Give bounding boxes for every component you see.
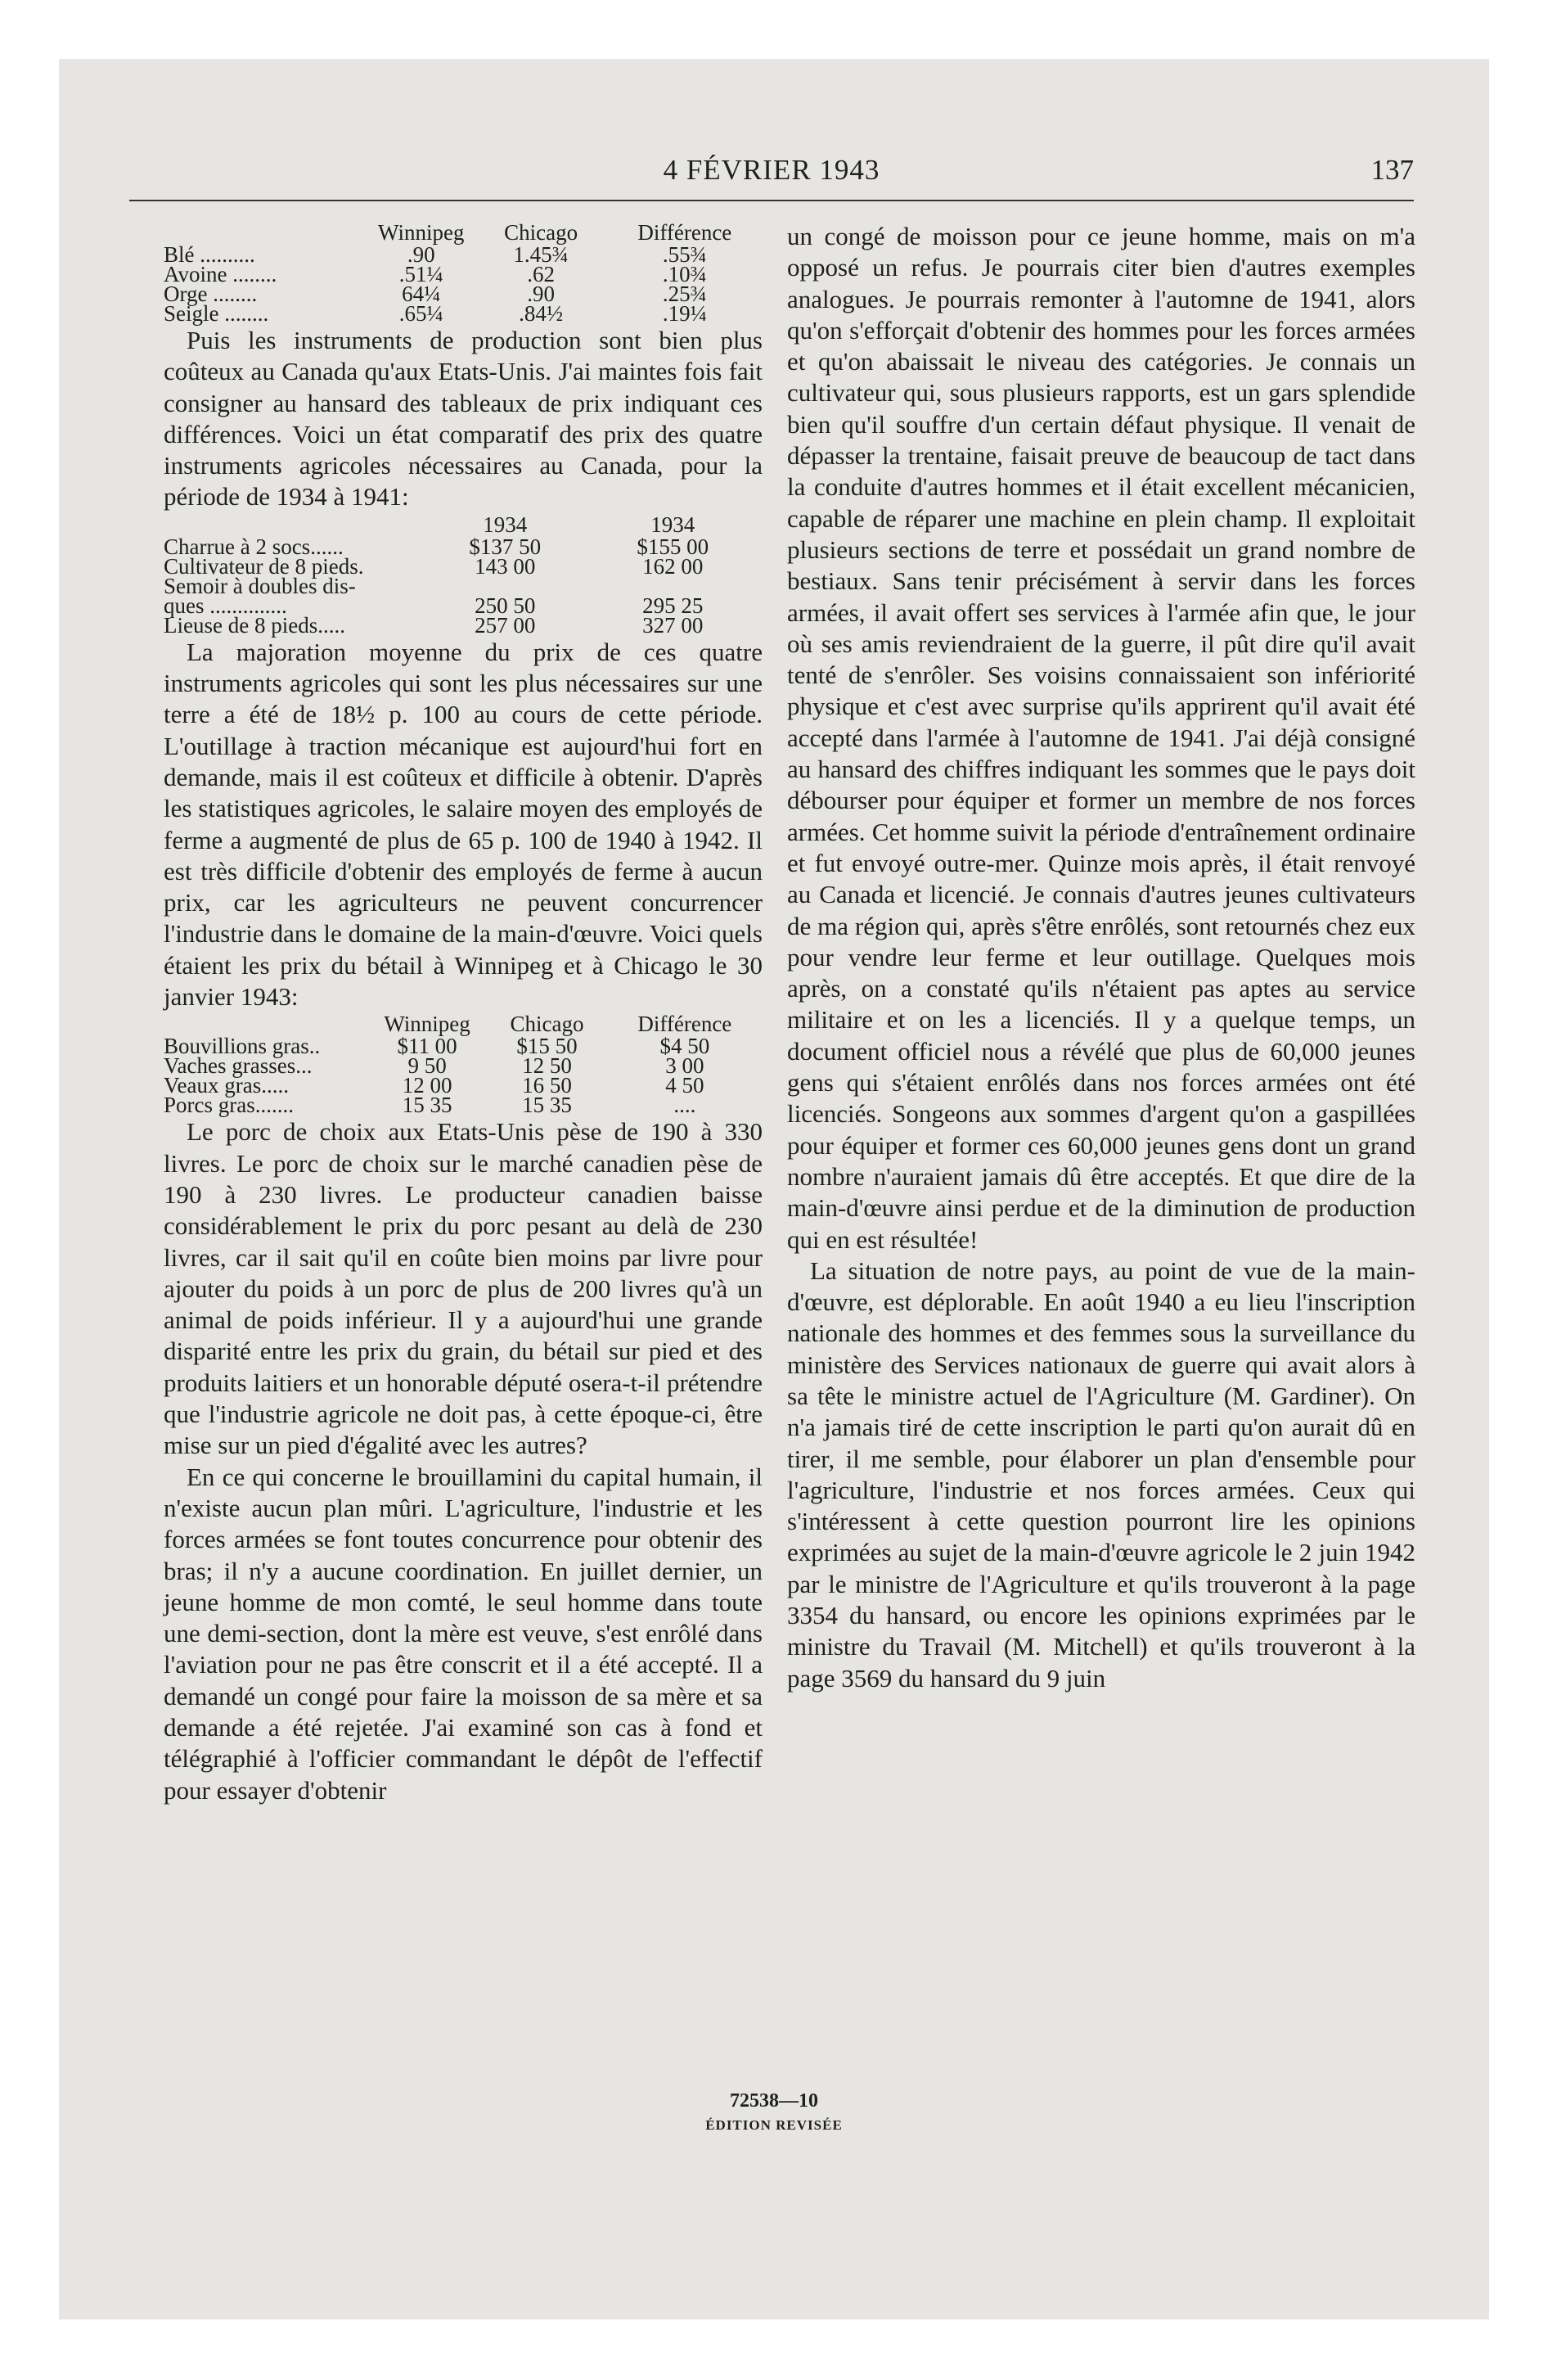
print-code: 72538—10 bbox=[730, 2090, 818, 2112]
table-cell: 64¼ bbox=[402, 282, 441, 306]
table-cell: .84½ bbox=[519, 301, 564, 326]
table-header-cell: Winnipeg bbox=[378, 220, 465, 245]
table-header-cell: 1934 bbox=[650, 512, 695, 537]
page-header bbox=[129, 154, 1414, 195]
table-cell: 162 00 bbox=[642, 553, 704, 579]
table-cell: .51¼ bbox=[398, 262, 443, 286]
livestock-price-table bbox=[164, 1012, 763, 1118]
header-rule bbox=[129, 200, 1414, 201]
table-row bbox=[164, 304, 763, 323]
table-cell: 15 35 bbox=[522, 1093, 572, 1118]
table-cell: Charrue à 2 socs...... bbox=[164, 534, 344, 559]
table-cell: $15 50 bbox=[516, 1034, 578, 1059]
table-cell: 12 00 bbox=[402, 1073, 452, 1098]
table-header-cell: Différence bbox=[637, 220, 732, 245]
table-header-row bbox=[164, 515, 763, 537]
table-cell: Bouvillions gras.. bbox=[164, 1034, 321, 1059]
table-cell: .90 bbox=[527, 282, 556, 306]
table-cell: Vaches grasses... bbox=[164, 1053, 313, 1079]
table-cell: $11 00 bbox=[397, 1034, 457, 1059]
table-cell: 250 50 bbox=[475, 593, 536, 618]
page-number: 137 bbox=[1370, 154, 1414, 186]
edition-label: ÉDITION REVISÉE bbox=[705, 2117, 843, 2133]
table-cell: 9 50 bbox=[407, 1053, 447, 1079]
table-cell: Semoir à doubles dis- bbox=[164, 573, 356, 598]
paragraph: Puis les instruments de production sont bien plus coûteux au Canada qu'aux Etats-Unis. J'ai maintes fois fait consigner au hansard des tableaux de prix indiquant ces différences. Voici un état comparatif des prix des quatre instruments agricoles nécessaires au Canada, pour la période de 1934 à 1941: bbox=[164, 326, 763, 512]
table-cell: .90 bbox=[407, 242, 435, 267]
table-cell: .... bbox=[673, 1093, 696, 1118]
table-cell: 257 00 bbox=[475, 612, 536, 638]
table-cell: .25¾ bbox=[662, 282, 707, 306]
table-cell: 1.45¾ bbox=[513, 242, 569, 267]
table-header-cell: Chicago bbox=[504, 220, 578, 245]
table-cell: 327 00 bbox=[642, 612, 704, 638]
table-cell: 15 35 bbox=[402, 1093, 452, 1118]
table-header-cell bbox=[164, 515, 427, 537]
table-row bbox=[164, 1095, 763, 1115]
table-header-cell: Différence bbox=[637, 1012, 732, 1037]
table-cell: Lieuse de 8 pieds..... bbox=[164, 612, 345, 638]
table-cell: $4 50 bbox=[659, 1034, 710, 1059]
table-cell: Porcs gras....... bbox=[164, 1093, 294, 1118]
paragraph: La majoration moyenne du prix de ces quatre instruments agricoles qui sont les plus nécessaires sur une terre a été de 18½ p. 100 au cours de cette période. L'outillage à traction mécanique est aujourd'hui fort en demande, mais il est coûteux et difficile à obtenir. D'après les statistiques agricoles, le salaire moyen des employés de ferme a augmenté de plus de 65 p. 100 de 1940 à 1942. Il est très difficile d'obtenir des employés de ferme à aucun prix, car les agriculteurs ne peuvent concurrencer l'industrie dans le domaine de la main-d'œuvre. Voici quels étaient les prix du bétail à Winnipeg et à Chicago le 30 janvier 1943: bbox=[164, 637, 763, 1012]
table-cell: .55¾ bbox=[662, 242, 707, 267]
table-header-cell bbox=[164, 1014, 367, 1036]
table-header-cell: Winnipeg bbox=[384, 1012, 470, 1037]
table-row bbox=[164, 615, 763, 635]
table-header-row bbox=[164, 223, 763, 245]
paragraph: La situation de notre pays, au point de vue de la main-d'œuvre, est déplorable. En août 1940 a eu lieu l'inscription nationale des hommes et des femmes sous la surveillance du ministère des Services nationaux de guerre qui avait alors à sa tête le ministre actuel de l'Agriculture (M. Gardiner). On n'a jamais tiré de cette inscription le parti qu'on aurait dû en tirer, il me semble, pour élaborer un plan d'ensemble pour l'agriculture, l'industrie et nos forces armées. Ceux qui s'intéressent à cette question pourront lire les opinions exprimées au sujet de la main-d'œuvre agricole le 2 juin 1942 par le ministre de l'Agriculture et qu'ils trouveront à la page 3354 du hansard, ou encore les opinions exprimées par le ministre du Travail (M. Mitchell) et qu'ils trouveront à la page 3569 du hansard du 9 juin bbox=[787, 1255, 1415, 1693]
right-column bbox=[787, 221, 1415, 1694]
table-cell: Seigle ........ bbox=[164, 301, 269, 326]
table-header-cell: Chicago bbox=[510, 1012, 584, 1037]
grain-price-table bbox=[164, 220, 763, 326]
table-cell: Veaux gras..... bbox=[164, 1073, 289, 1098]
table-cell: ques .............. bbox=[164, 593, 287, 618]
header-date: 4 FÉVRIER 1943 bbox=[663, 154, 880, 186]
paragraph: Le porc de choix aux Etats-Unis pèse de 190 à 330 livres. Le porc de choix sur le marché canadien pèse de 190 à 230 livres. Le producteur canadien baisse considérablement le prix du porc pesant au delà de 230 livres, car il sait qu'il en coûte bien moins par livre pour ajouter du poids à un porc de plus de 200 livres qu'à un animal de poids inférieur. Il y a aujourd'hui une grande disparité entre les prix du grain, du bétail sur pied et des produits laitiers et un honorable député osera-t-il prétendre que l'industrie agricole ne doit pas, à cette époque-ci, être mise sur un pied d'égalité avec les autres? bbox=[164, 1117, 763, 1460]
table-cell: 295 25 bbox=[642, 593, 704, 618]
table-cell: .65¼ bbox=[398, 301, 443, 326]
table-cell: 3 00 bbox=[665, 1053, 704, 1079]
table-cell: $137 50 bbox=[469, 534, 542, 559]
table-cell: Orge ........ bbox=[164, 282, 258, 306]
table-cell: Blé .......... bbox=[164, 242, 255, 267]
table-cell: .62 bbox=[527, 262, 556, 286]
table-cell: 4 50 bbox=[665, 1073, 704, 1098]
table-header-row bbox=[164, 1014, 763, 1036]
table-header-cell bbox=[164, 223, 367, 245]
table-cell: $155 00 bbox=[637, 534, 709, 559]
table-cell: .19¼ bbox=[662, 301, 707, 326]
table-cell: 12 50 bbox=[522, 1053, 572, 1079]
left-column bbox=[164, 221, 763, 1806]
paragraph: En ce qui concerne le brouillamini du capital humain, il n'existe aucun plan mûri. L'agriculture, l'industrie et les forces armées se font toutes concurrence pour obtenir des bras; il n'y a aucune coordination. En juillet dernier, un jeune homme de mon comté, le seul homme dans toute une demi-section, dont la mère est veuve, s'est enrôlé dans l'aviation pour ne pas être conscrit et il a été accepté. Il a demandé un congé pour faire la moisson de sa mère et sa demande a été rejetée. J'ai examiné son cas à fond et télégraphié à l'officier commandant le dépôt de l'effectif pour essayer d'obtenir bbox=[164, 1462, 763, 1805]
page-footer bbox=[0, 2090, 1548, 2134]
table-cell: Avoine ........ bbox=[164, 262, 277, 286]
table-cell: .10¾ bbox=[662, 262, 707, 286]
table-cell: 16 50 bbox=[522, 1073, 572, 1098]
paragraph: un congé de moisson pour ce jeune homme, mais on m'a opposé un refus. Je pourrais citer bien d'autres exemples analogues. Je pourrais remonter à l'automne de 1941, alors qu'on s'efforçait d'obtenir des hommes pour les forces armées et qu'on abaissait le niveau des catégories. Je connais un cultivateur qui, sous plusieurs rapports, est un gars splendide bien qu'il souffre d'un certain défaut physique. Il venait de dépasser la trentaine, faisait preuve de beaucoup de tact dans la conduite d'autres hommes et il était excellent mécanicien, capable de réparer une machine en plein champ. Il exploitait plusieurs sections de terre et possédait un grand nombre de bestiaux. Sans tenir précisément à servir dans les forces armées, il avait offert ses services à l'armée afin que, le jour où ses amis reviendraient de la guerre, il pût dire qu'il avait tenté de s'enrôler. Ses voisins connaissaient son infériorité physique et c'est avec surprise qu'ils apprirent qu'il avait été accepté dans l'armée à l'automne de 1941. J'ai déjà consigné au hansard des chiffres indiquant les sommes que le pays doit débourser pour équiper et former un membre de nos forces armées. Cet homme suivit la période d'entraînement ordinaire et fut envoyé outre-mer. Quinze mois après, il était renvoyé au Canada et licencié. Je connais d'autres jeunes cultivateurs de ma région qui, après s'être enrôlés, sont retournés chez eux pour vendre leur ferme et leur outillage. Quelques mois après, on a constaté qu'ils n'étaient pas aptes au service militaire et on les a licenciés. Il y a quelque temps, un document officiel nous a révélé que plus de 60,000 jeunes gens qui s'étaient enrôlés dans nos forces armées ont été licenciés. Songeons aux sommes d'argent qu'on a gaspillées pour équiper et former ces 60,000 jeunes gens dont un grand nombre n'auraient jamais dû être acceptés. Et que dire de la main-d'œuvre ainsi perdue et de la diminution de production qui en est résultée! bbox=[787, 222, 1415, 1254]
implement-price-table bbox=[164, 512, 763, 638]
table-cell: Cultivateur de 8 pieds. bbox=[164, 553, 364, 579]
table-cell: 143 00 bbox=[475, 553, 536, 579]
table-header-cell: 1934 bbox=[483, 512, 528, 537]
